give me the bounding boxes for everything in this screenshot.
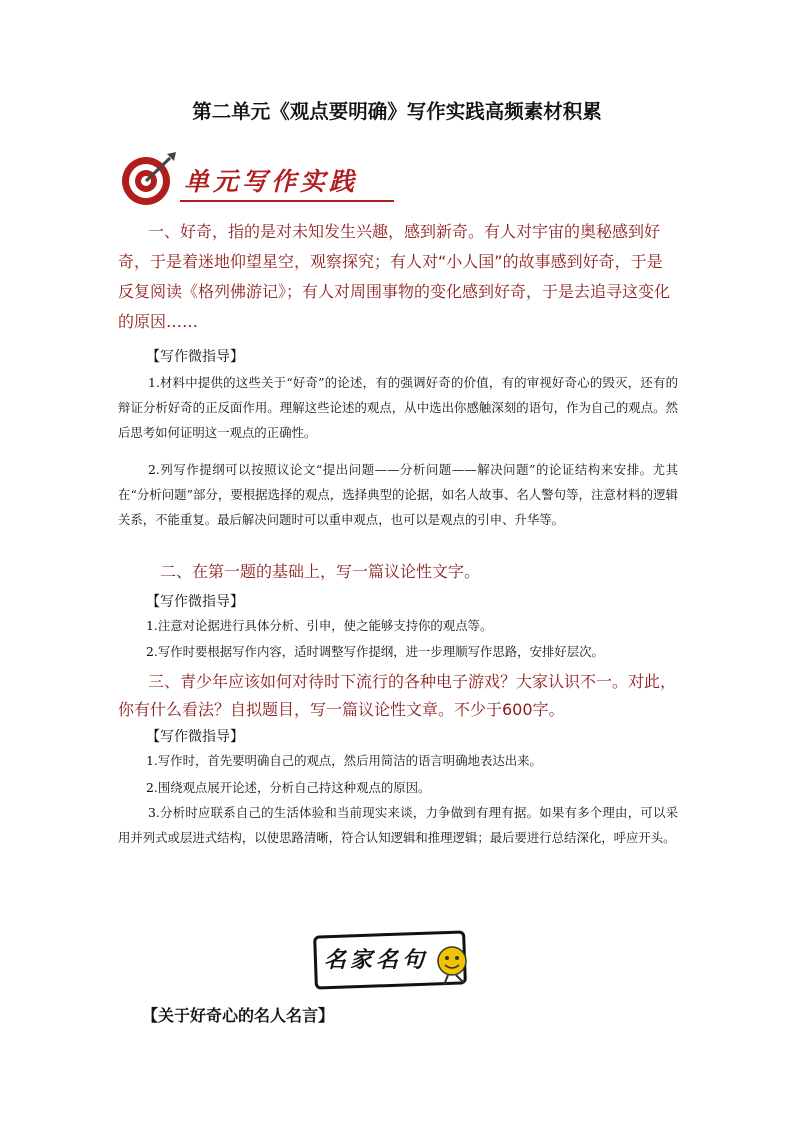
quotes-banner-label: 名家名句 <box>324 947 429 973</box>
section3-intro: 三、青少年应该如何对待时下流行的各种电子游戏？大家认识不一。对此，你有什么看法？自拟题目，写一篇议论性文章。不少于600字。 <box>118 672 677 719</box>
quotes-banner <box>306 925 484 995</box>
section1-intro: 一、好奇，指的是对未知发生兴趣，感到新奇。有人对宇宙的奥秘感到好奇，于是着迷地仰望星空，观察探究；有人对“小人国”的故事感到好奇，于是反复阅读《格列佛游记》；有人对周围事物的变化感到好奇，于是去追寻这变化的原因…… <box>118 222 671 331</box>
section1-guide-heading: 【写作微指导】 <box>146 349 244 365</box>
section3-guide-2: 2.围绕观点展开论述，分析自己持这种观点的原因。 <box>146 780 431 795</box>
section1-guide-2: 2.列写作提纲可以按照议论文“提出问题——分析问题——解决问题”的论证结构来安排。尤其在“分析问题”部分，要根据选择的观点，选择典型的论据，如名人故事、名人警句等，注意材料的逻辑关系，不能重复。最后解决问题时可以重申观点，也可以是观点的引申、升华等。 <box>118 462 678 527</box>
page-title: 第二单元《观点要明确》写作实践高频素材积累 <box>192 100 602 123</box>
section2-guide-1: 1.注意对论据进行具体分析、引申，使之能够支持你的观点等。 <box>146 618 493 633</box>
banner-rule <box>180 200 394 202</box>
banner-label: 单元写作实践 <box>184 167 359 196</box>
section2-intro: 二、在第一题的基础上，写一篇议论性文字。 <box>160 562 481 581</box>
quotes-heading: 【关于好奇心的名人名言】 <box>142 1006 335 1025</box>
section2-guide-heading: 【写作微指导】 <box>146 594 244 610</box>
section-banner <box>118 150 378 206</box>
section3-guide-3: 3.分析时应联系自己的生活体验和当前现实来谈，力争做到有理有据。如果有多个理由，可以采用并列式或层进式结构，以使思路清晰，符合认知逻辑和推理逻辑；最后要进行总结深化，呼应开头。 <box>118 805 678 845</box>
section2-guide-2: 2.写作时要根据写作内容，适时调整写作提纲，进一步理顺写作思路，安排好层次。 <box>146 644 604 659</box>
section3-guide-1: 1.写作时，首先要明确自己的观点，然后用简洁的语言明确地表达出来。 <box>146 753 542 768</box>
section1-guide-1: 1.材料中提供的这些关于“好奇”的论述，有的强调好奇的价值，有的审视好奇心的毁灭，还有的辩证分析好奇的正反面作用。理解这些论述的观点，从中选出你感触深刻的语句，作为自己的观点。然后思考如何证明这一观点的正确性。 <box>118 375 678 440</box>
section3-guide-heading: 【写作微指导】 <box>146 729 244 745</box>
target-icon <box>118 150 180 208</box>
smiley-icon <box>434 943 474 987</box>
